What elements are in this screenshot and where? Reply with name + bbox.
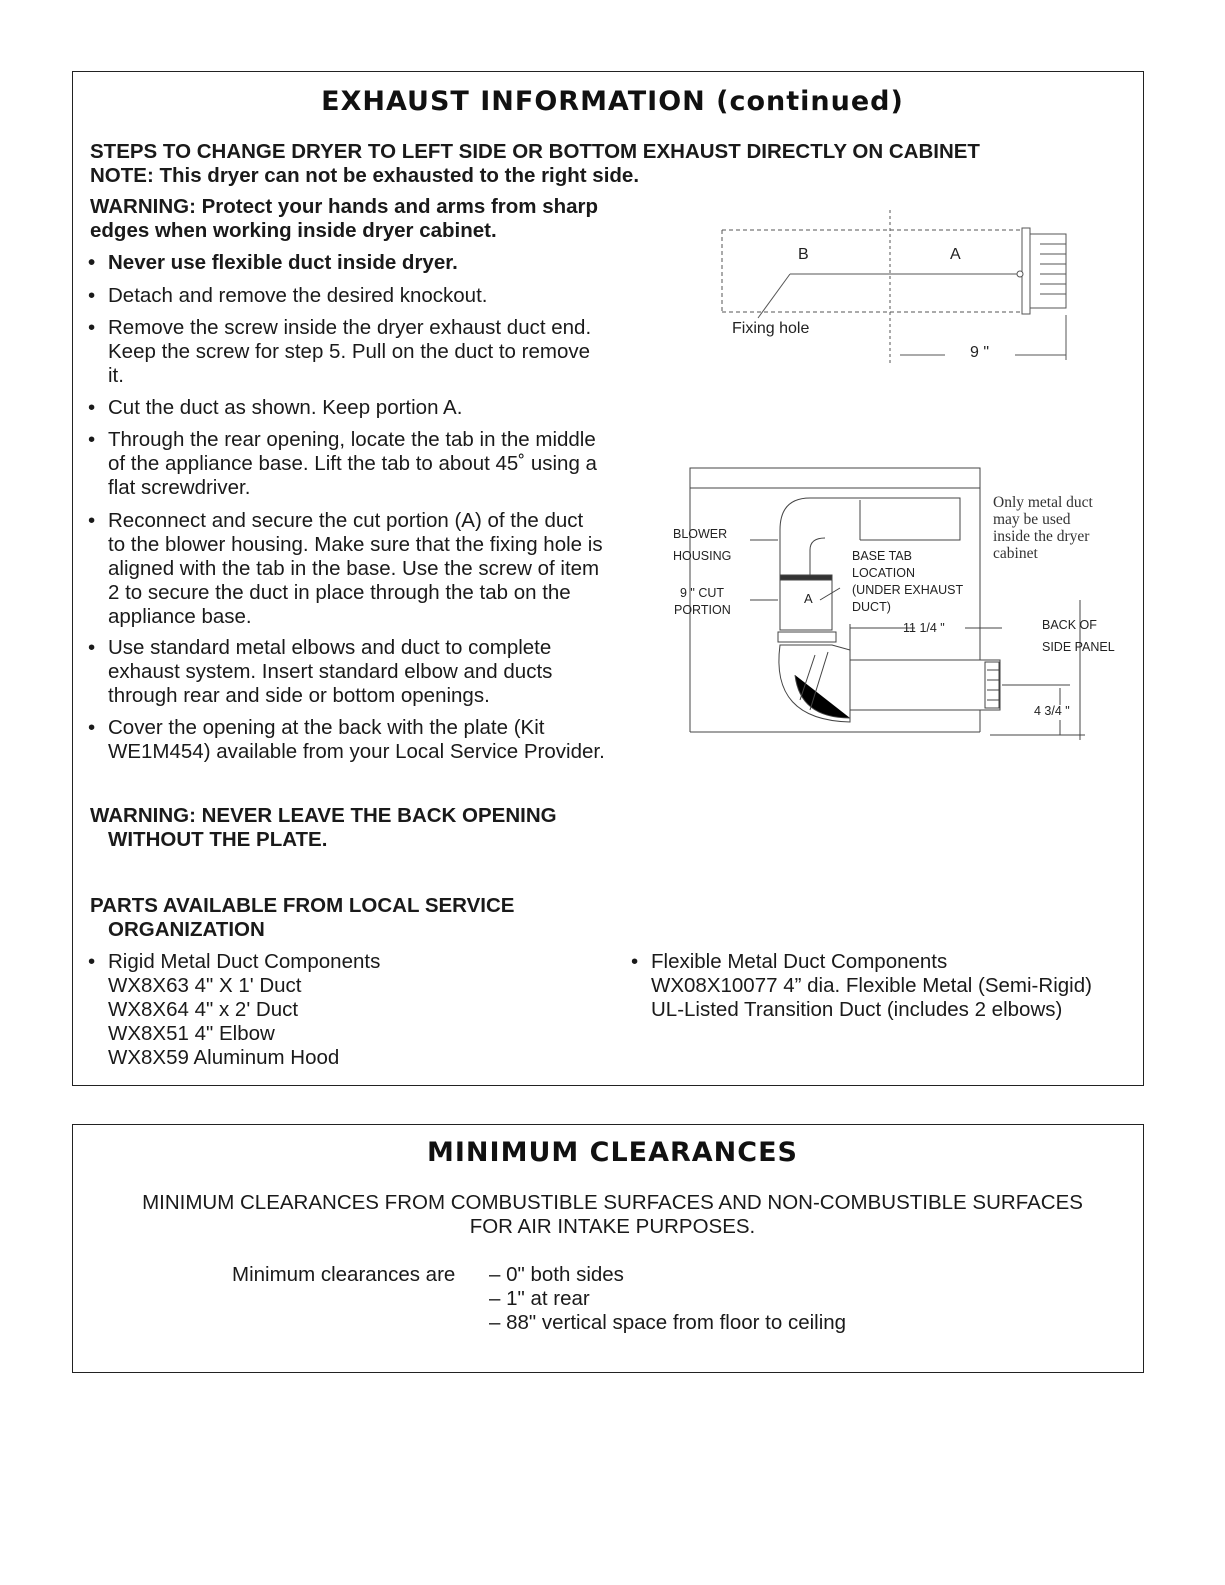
- cut-portion-label: 9 " CUT PORTION: [674, 586, 731, 617]
- fixing-hole-label: Fixing hole: [732, 320, 810, 337]
- dimension-height-label: 4 3/4 ": [1034, 704, 1070, 718]
- duct-cut-diagram: [700, 200, 1080, 370]
- bullet-item: • Use standard metal elbows and duct to complete exhaust system. Insert standard elbow and ducts through rear and side or bottom openings.: [88, 636, 553, 707]
- steps-heading: STEPS TO CHANGE DRYER TO LEFT SIDE OR BOTTOM EXHAUST DIRECTLY ON CABINET: [90, 140, 980, 163]
- clearance-item: – 0" both sides: [489, 1263, 624, 1286]
- diagram-label-b: B: [798, 246, 809, 263]
- dimension-9-label: 9 ": [970, 344, 990, 361]
- clearance-item: – 88" vertical space from floor to ceiling: [489, 1311, 847, 1334]
- portion-a-label: A: [804, 591, 813, 606]
- metal-duct-note: Only metal duct may be used inside the dryer cabinet: [993, 494, 1093, 562]
- bullet-item: • Cut the duct as shown. Keep portion A.: [88, 396, 463, 419]
- bullet-item: • Detach and remove the desired knockout.: [88, 284, 488, 307]
- bullet-item: • Reconnect and secure the cut portion (A) of the duct to the blower housing. Make sure that the fixing hole is aligned with the tab in the base. Use the screw of item 2 to secure the duct in place through the tab on the appliance base.: [88, 509, 603, 628]
- bullet-item: • Cover the opening at the back with the plate (Kit WE1M454) available from your Local Service Provider.: [88, 716, 605, 763]
- warning-line-1: WARNING: Protect your hands and arms from sharp: [90, 195, 599, 218]
- section-title-exhaust: EXHAUST INFORMATION (continued): [321, 86, 904, 117]
- base-tab-label: BASE TAB LOCATION (UNDER EXHAUST DUCT): [852, 549, 964, 614]
- bullet-item: • Through the rear opening, locate the tab in the middle of the appliance base. Lift the tab to about 45˚ using a flat screwdriver.: [88, 428, 597, 499]
- parts-heading-line-1: PARTS AVAILABLE FROM LOCAL SERVICE: [90, 894, 515, 917]
- warning2-line-1: WARNING: NEVER LEAVE THE BACK OPENING: [90, 804, 557, 827]
- diagram-label-a: A: [950, 246, 961, 263]
- back-of-side-panel-label: BACK OF SIDE PANEL: [1042, 618, 1115, 654]
- bullet-item: • Never use flexible duct inside dryer.: [88, 251, 458, 274]
- dimension-width-label: 11 1/4 ": [903, 621, 945, 635]
- parts-heading-line-2: ORGANIZATION: [108, 918, 265, 941]
- warning2-line-2: WITHOUT THE PLATE.: [108, 828, 328, 851]
- parts-list-flexible: • Flexible Metal Duct Components WX08X10077 4” dia. Flexible Metal (Semi-Rigid) UL-Listed Transition Duct (includes 2 elbows): [631, 950, 1092, 1021]
- clearance-item: – 1" at rear: [489, 1287, 590, 1310]
- note-text: NOTE: This dryer can not be exhausted to the right side.: [90, 164, 640, 187]
- bullet-item: • Remove the screw inside the dryer exhaust duct end. Keep the screw for step 5. Pull on the duct to remove it.: [88, 316, 592, 387]
- clearances-lead: Minimum clearances are: [232, 1263, 456, 1286]
- parts-list-rigid: • Rigid Metal Duct Components WX8X63 4" X 1' Duct WX8X64 4" x 2' Duct WX8X51 4" Elbow WX8X59 Aluminum Hood: [88, 950, 381, 1069]
- warning-line-2: edges when working inside dryer cabinet.: [90, 219, 497, 242]
- clearances-subtitle-line-1: MINIMUM CLEARANCES FROM COMBUSTIBLE SURFACES AND NON-COMBUSTIBLE SURFACES: [142, 1191, 1083, 1214]
- blower-housing-label: BLOWER HOUSING: [673, 527, 732, 563]
- clearances-subtitle-line-2: FOR AIR INTAKE PURPOSES.: [469, 1215, 756, 1238]
- section-title-clearances: MINIMUM CLEARANCES: [427, 1137, 798, 1168]
